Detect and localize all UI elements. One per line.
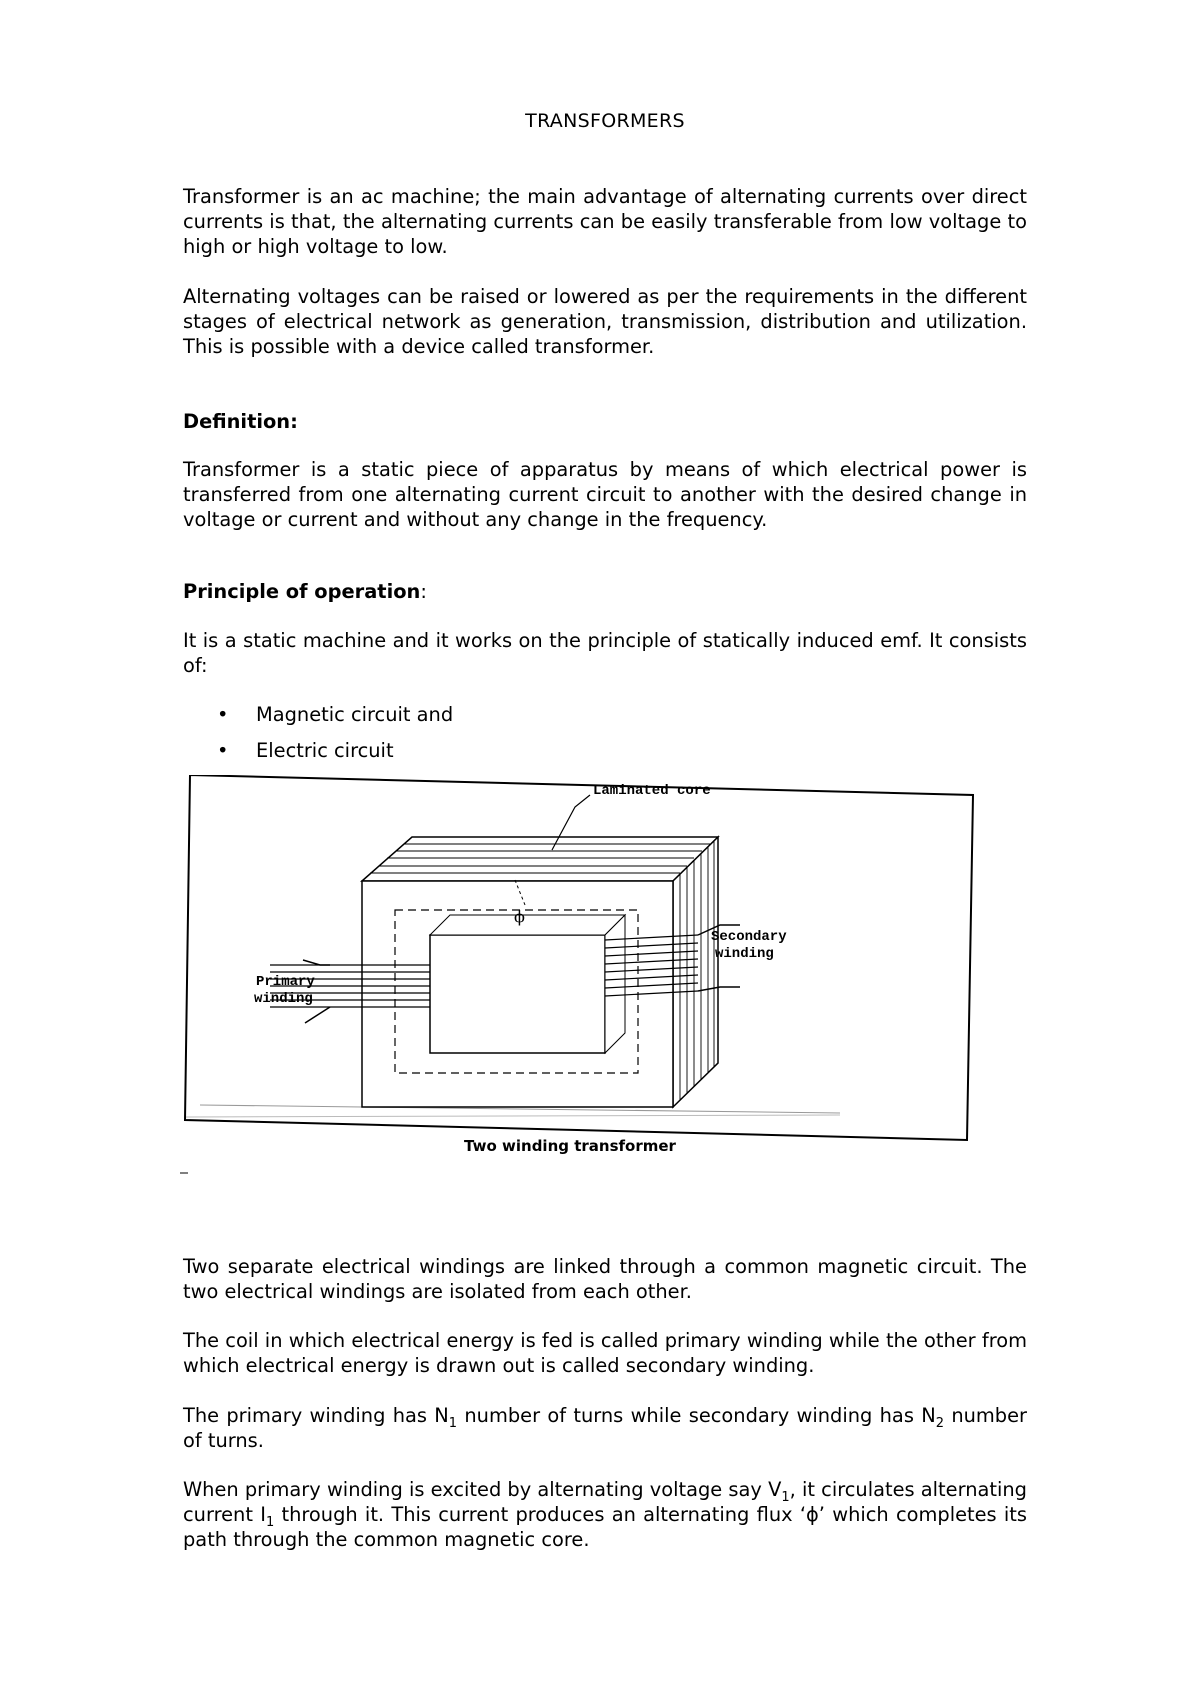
intro-paragraph-1: Transformer is an ac machine; the main advantage of alternating currents over direct currents is that, the alternating currents can be easily transferable from low voltage to high or high voltage to low.: [183, 185, 1027, 258]
transformer-figure: [180, 775, 980, 1195]
intro-paragraph-2: Alternating voltages can be raised or lowered as per the requirements in the different stages of electrical network as generation, transmission, distribution and utilization. This is possible with a device called transformer.: [183, 285, 1027, 358]
figure-caption: Two winding transformer: [464, 1137, 676, 1155]
body-paragraph-4: When primary winding is excited by alternating voltage say $V_1$, it circulates alternating current $I_1$ through it. This current produces an alternating flux ‘ϕ’ which completes its path through the common magnetic core.: [183, 1478, 1027, 1551]
primary-label-line1: Primary: [256, 974, 315, 990]
list-item-text: Magnetic circuit and: [256, 703, 454, 726]
principle-heading-suffix: :: [420, 580, 427, 603]
document-title: TRANSFORMERS: [525, 110, 685, 132]
principle-paragraph: It is a static machine and it works on the principle of statically induced emf. It consists of:: [183, 629, 1027, 677]
body-paragraph-3: The primary winding has $N_1$ number of turns while secondary winding has $N_2$ number of turns.: [183, 1404, 1027, 1452]
bullet-icon: •: [217, 703, 229, 726]
body-paragraph-1: Two separate electrical windings are linked through a common magnetic circuit. The two electrical windings are isolated from each other.: [183, 1255, 1027, 1303]
primary-label-line2: winding: [254, 991, 313, 1007]
transformer-diagram: [180, 775, 980, 1195]
definition-paragraph: Transformer is a static piece of apparatus by means of which electrical power is transferred from one alternating current circuit to another with the desired change in voltage or current and without any change in the frequency.: [183, 458, 1027, 531]
flux-label: ϕ: [514, 907, 525, 926]
principle-heading: [183, 580, 427, 603]
principle-heading-text: Principle of operation: [183, 580, 421, 603]
secondary-label-line1: Secondary: [711, 929, 787, 945]
list-item-text: Electric circuit: [256, 739, 394, 762]
body-paragraph-2: The coil in which electrical energy is fed is called primary winding while the other from which electrical energy is drawn out is called secondary winding.: [183, 1329, 1027, 1377]
laminated-core-label: Laminated core: [593, 783, 711, 799]
bullet-icon: •: [217, 739, 229, 762]
definition-heading: Definition:: [183, 410, 298, 433]
secondary-label-line2: winding: [715, 946, 774, 962]
